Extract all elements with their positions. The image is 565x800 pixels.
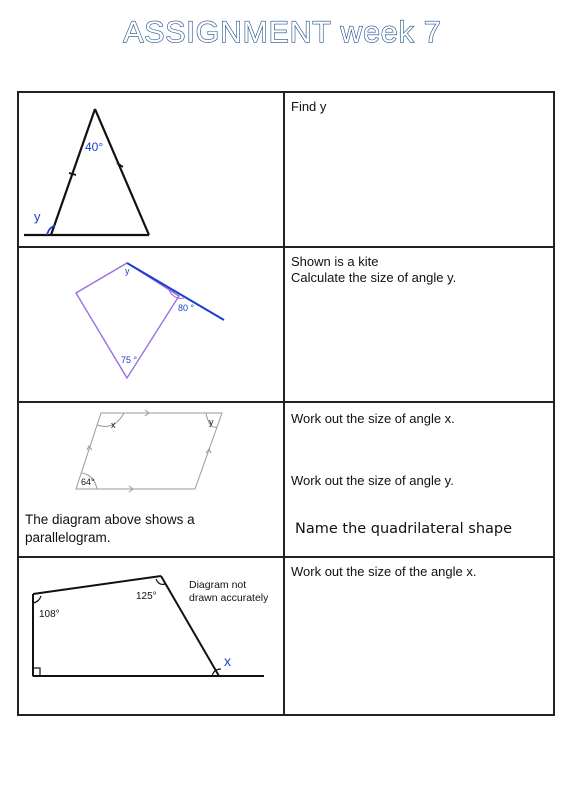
question-cell [284,402,554,557]
question-text: Work out the size of angle y. [291,473,454,488]
diagram-caption: The diagram above shows a parallelogram. [25,512,195,545]
table-row [18,92,554,247]
triangle-diagram [19,93,283,246]
table-row [18,402,554,557]
question-cell [284,92,554,247]
assignment-table [17,91,555,716]
diagram-cell [18,247,284,402]
question-text: Name the quadrilateral shape [295,521,513,537]
table-row [18,247,554,402]
angle-y-label: y [34,209,41,224]
angle-75-label: 75 ° [121,355,138,365]
angle-80-label: 80 ° [178,303,195,313]
parallelogram-diagram [19,403,283,503]
diagram-note-line1: Diagram not [189,579,247,591]
diagram-note-line2: drawn accurately [189,592,269,604]
angle-108-label: 108° [39,609,60,620]
angle-40-label: 40° [85,140,104,154]
angle-y-label: y [209,417,214,427]
diagram-cell [18,402,284,557]
angle-x-label: x [111,420,116,430]
page-title: ASSIGNMENT week 7 [123,16,442,49]
diagram-cell [18,557,284,715]
diagram-cell [18,92,284,247]
question-cell [284,557,554,715]
quadrilateral-diagram [19,558,283,714]
table-row [18,557,554,715]
question-text: Calculate the size of angle y. [291,270,457,285]
question-text: Work out the size of angle x. [291,411,455,426]
question-cell [284,247,554,402]
question-text: Shown is a kite [291,254,379,269]
question-text: Find y [291,99,327,114]
kite-diagram [19,248,283,401]
angle-x-label: x [224,653,231,669]
angle-y-label: y [125,266,130,276]
angle-64-label: 64° [81,477,95,487]
angle-125-label: 125° [136,591,157,602]
question-text: Work out the size of the angle x. [291,564,477,579]
